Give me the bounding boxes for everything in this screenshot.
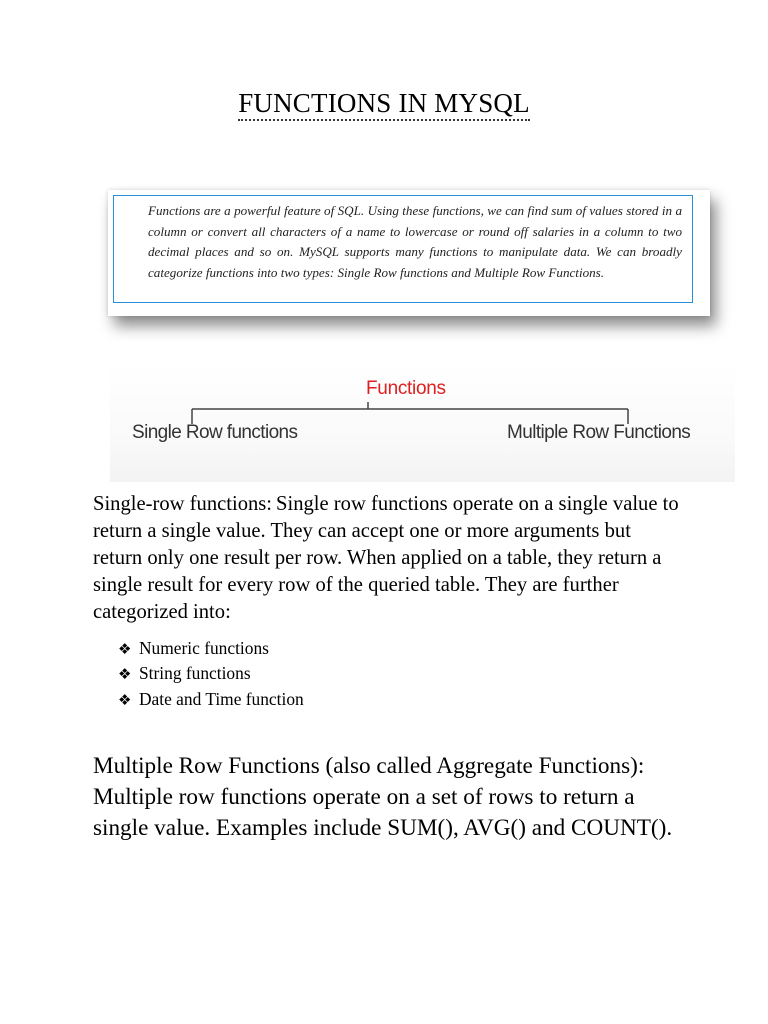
intro-box: Functions are a powerful feature of SQL. Using these functions, we can find sum of values stored in a column or convert all characters of a name to lowercase or round off salaries in a column to two decimal places and so on. MySQL supports many functions to manipulate data. We can broadly categorize functions into two types: Single Row functions and Multiple Row Functions. — [113, 195, 693, 303]
category-list — [118, 636, 304, 712]
diagram-root-label: Functions — [366, 378, 446, 399]
functions-diagram — [110, 362, 735, 482]
page-title-text: FUNCTIONS IN MYSQL — [238, 88, 530, 121]
list-item — [118, 636, 304, 661]
single-row-paragraph — [93, 491, 683, 626]
list-item — [118, 661, 304, 686]
page-title — [0, 88, 768, 119]
multiple-row-paragraph: Multiple Row Functions (also called Aggregate Functions): Multiple row functions operate on a set of rows to return a single value. Examples include SUM(), AVG() and COUNT(). — [93, 753, 673, 841]
diamond-bullet-icon: ❖ — [118, 640, 132, 658]
single-row-text: Single row functions operate on a single value to return a single value. They can accept one or more arguments but return only one result per row. When applied on a table, they return a single result for every row of the queried table. They are further categorized into: — [93, 493, 679, 623]
list-item-label: Date and Time function — [139, 688, 304, 709]
single-row-label: Single-row functions: — [93, 493, 273, 515]
diagram-left-label: Single Row functions — [132, 422, 298, 443]
list-item — [118, 687, 304, 712]
diamond-bullet-icon: ❖ — [118, 690, 132, 709]
list-item-label: String functions — [139, 663, 251, 684]
diamond-bullet-icon: ❖ — [118, 665, 132, 684]
list-item-label: Numeric functions — [139, 638, 269, 658]
diagram-right-label: Multiple Row Functions — [507, 422, 691, 443]
